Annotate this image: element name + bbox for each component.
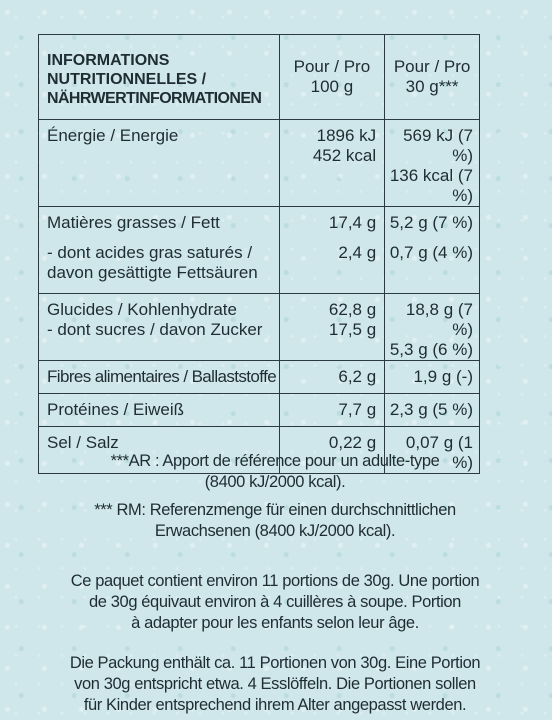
value-text: 2,4 g: [338, 243, 377, 262]
value-text: 569 kJ (7 %): [403, 126, 473, 165]
value-text: 0,7 g (4 %): [389, 243, 473, 262]
row-label-text: Matières grasses / Fett: [47, 213, 220, 232]
table-header-row: [39, 35, 480, 120]
value-text: 7,7 g: [338, 400, 377, 419]
table-row: [39, 394, 480, 427]
nutrition-table: [38, 34, 480, 474]
header-title: [39, 35, 280, 120]
row-value-30g: [385, 207, 480, 294]
row-label: [39, 120, 280, 207]
value-text: 2,3 g (5 %): [389, 400, 473, 419]
header-per-100g: [279, 35, 385, 120]
note-line: Erwachsenen (8400 kJ/2000 kcal).: [154, 522, 396, 540]
header-col-label: 30 g***: [405, 77, 459, 96]
table-row: [39, 207, 480, 294]
row-label-text: Sel / Salz: [47, 433, 119, 452]
value-text: 0,22 g: [328, 433, 377, 452]
row-value-100g: [279, 207, 385, 294]
row-value-100g: [279, 361, 385, 394]
row-label-text: Énergie / Energie: [47, 126, 179, 145]
reference-intake-note-fr: [30, 451, 520, 493]
note-line: von 30g entspricht etwa. 4 Esslöffeln. Die Portionen sollen: [74, 675, 476, 693]
note-line: à adapter pour les enfants selon leur âge.: [131, 614, 419, 632]
table-row: [39, 294, 480, 361]
header-col-label: 100 g: [310, 77, 354, 96]
header-per-30g: [385, 35, 480, 120]
value-text: 17,5 g: [328, 320, 377, 339]
portion-note-fr: [30, 571, 520, 634]
row-label: [39, 394, 280, 427]
row-value-30g: [385, 294, 480, 361]
row-label-text: Glucides / Kohlenhydrate: [47, 300, 237, 319]
header-title-line: INFORMATIONS: [47, 51, 170, 69]
note-line: Ce paquet contient environ 11 portions de 30g. Une portion: [70, 572, 480, 590]
header-title-line: NUTRITIONNELLES /: [47, 70, 207, 88]
row-label-text: - dont acides gras saturés /: [47, 243, 253, 262]
value-text: 18,8 g (7 %): [405, 300, 473, 339]
note-line: für Kinder entsprechend ihrem Alter angepasst werden.: [83, 696, 467, 714]
note-line: de 30g équivaut environ à 4 cuillères à soupe. Portion: [89, 593, 461, 611]
value-text: 136 kcal (7 %): [389, 166, 473, 205]
row-label-text: Protéines / Eiweiß: [47, 400, 184, 419]
row-value-100g: [279, 120, 385, 207]
row-label: [39, 361, 280, 394]
row-value-30g: [385, 361, 480, 394]
value-text: 0,07 g (1 %): [405, 433, 473, 472]
value-text: 1,9 g (-): [413, 367, 473, 386]
value-text: 5,2 g (7 %): [389, 213, 473, 232]
row-value-30g: [385, 394, 480, 427]
row-value-30g: [385, 120, 480, 207]
value-text: 17,4 g: [328, 213, 377, 232]
row-label: [39, 207, 280, 294]
value-text: 1896 kJ: [316, 126, 377, 145]
value-text: 62,8 g: [328, 300, 377, 319]
value-text: 5,3 g (6 %): [389, 340, 473, 359]
note-line: (8400 kJ/2000 kcal).: [204, 473, 346, 491]
row-value-100g: [279, 394, 385, 427]
row-label-text: Fibres alimentaires / Ballaststoffe: [47, 367, 277, 386]
portion-note-de: [30, 653, 520, 716]
table-row: [39, 361, 480, 394]
value-text: 6,2 g: [338, 367, 377, 386]
header-col-label: Pour / Pro: [393, 57, 471, 76]
row-label-text: - dont sucres / davon Zucker: [47, 320, 263, 339]
note-line: Die Packung enthält ca. 11 Portionen von 30g. Eine Portion: [69, 654, 481, 672]
reference-intake-note-de: [30, 500, 520, 542]
row-label: [39, 294, 280, 361]
note-line: ***AR : Apport de référence pour un adulte-type: [110, 452, 440, 470]
header-title-line: NÄHRWERTINFORMATIONEN: [47, 89, 262, 107]
value-text: 452 kcal: [312, 146, 377, 165]
row-value-100g: [279, 294, 385, 361]
note-line: *** RM: Referenzmenge für einen durchschnittlichen: [94, 501, 456, 519]
row-label-text: davon gesättigte Fettsäuren: [47, 263, 258, 282]
header-col-label: Pour / Pro: [293, 57, 371, 76]
table-row: [39, 120, 480, 207]
